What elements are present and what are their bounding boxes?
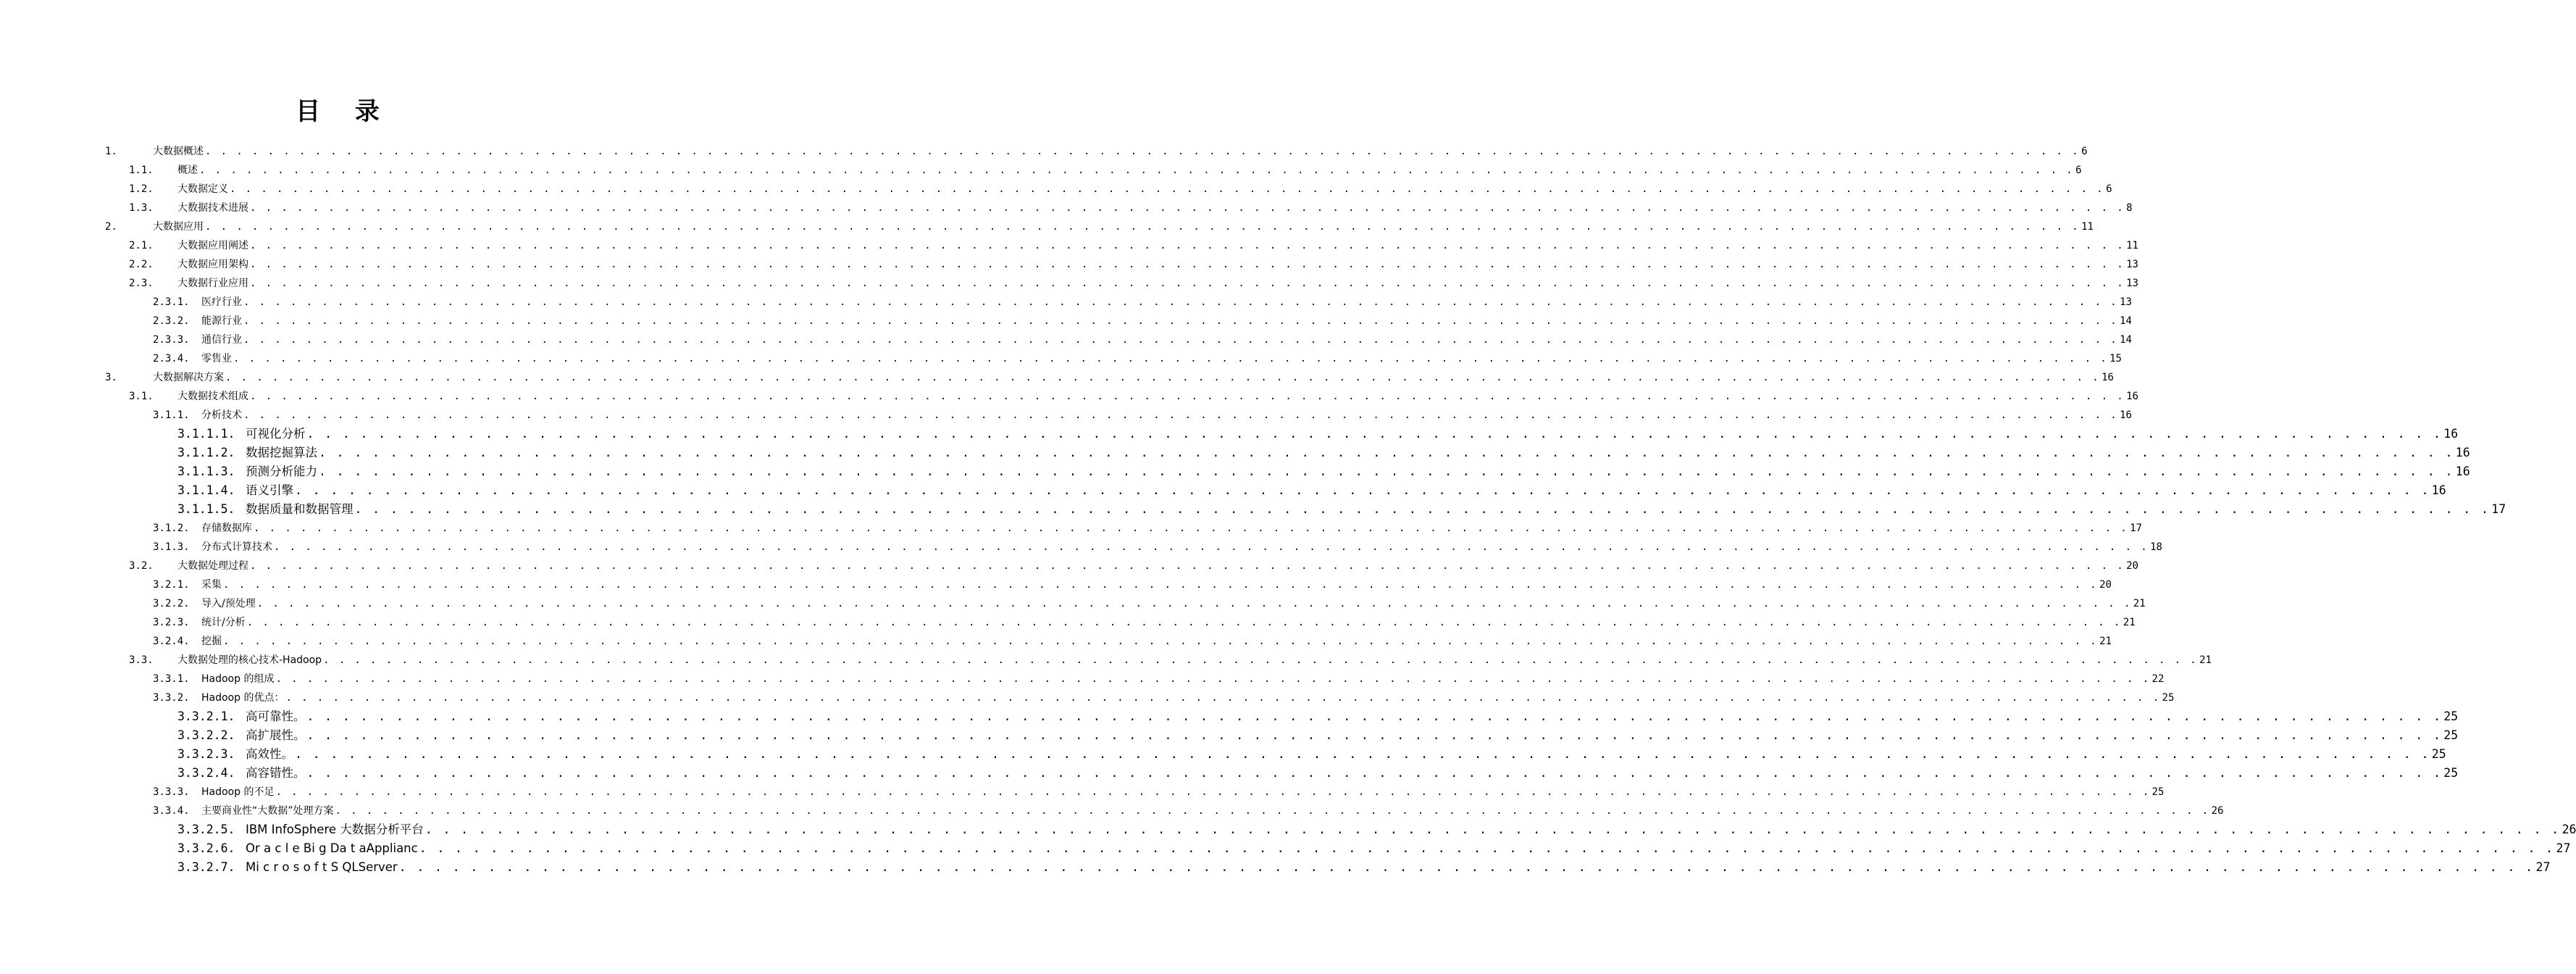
toc-dot-leader: . . . . . . . . . . . . . . . . . . . . . . . . . . . . . . . . . . . . . . . . . . . . . . . . . . . . . . . . . . . . . . . . . . . . . . . . . . . . . . . . . . . . . . . . . . . . . . . . . . . . . . . . . . . . . . . . . . . . . . . .	[398, 860, 2535, 874]
toc-dot-leader: . . . . . . . . . . . . . . . . . . . . . . . . . . . . . . . . . . . . . . . . . . . . . . . . . . . . . . . . . . . . . . . . . . . . . . . . . . . . . . . . . . . . . . . . . . . . . . . . . . . . . . . . . . . . . . . . . . . . . . . .	[199, 165, 2075, 176]
toc-dot-leader: . . . . . . . . . . . . . . . . . . . . . . . . . . . . . . . . . . . . . . . . . . . . . . . . . . . . . . . . . . . . . . . . . . . . . . . . . . . . . . . . . . . . . . . . . . . . . . . . . . . . . . . . . . . . . . . . . . . . . . . .	[243, 334, 2119, 346]
toc-entry[interactable]	[129, 163, 2082, 178]
toc-entry[interactable]	[177, 728, 2459, 743]
toc-entry[interactable]	[105, 144, 2088, 159]
toc-entry-number: 3.3.4.	[153, 805, 190, 817]
toc-entry-page: 17	[2491, 502, 2506, 516]
toc-dot-leader: . . . . . . . . . . . . . . . . . . . . . . . . . . . . . . . . . . . . . . . . . . . . . . . . . . . . . . . . . . . . . . . . . . . . . . . . . . . . . . . . . . . . . . . . . . . . . . . . . . . . . . . . . . . . . . . . . . . . . . . .	[319, 446, 2454, 459]
toc-entry-number: 3.1.3.	[153, 541, 190, 553]
toc-entry-number: 3.3.2.5.	[177, 823, 235, 836]
toc-dot-leader: . . . . . . . . . . . . . . . . . . . . . . . . . . . . . . . . . . . . . . . . . . . . . . . . . . . . . . . . . . . . . . . . . . . . . . . . . . . . . . . . . . . . . . . . . . . . . . . . . . . . . . . . . . . . . . . . . . . . . . . .	[250, 278, 2125, 289]
toc-entry[interactable]	[153, 295, 2132, 309]
toc-dot-leader: . . . . . . . . . . . . . . . . . . . . . . . . . . . . . . . . . . . . . . . . . . . . . . . . . . . . . . . . . . . . . . . . . . . . . . . . . . . . . . . . . . . . . . . . . . . . . . . . . . . . . . . . . . . . . . . . . . . . . . . .	[223, 636, 2099, 647]
toc-dot-leader: . . . . . . . . . . . . . . . . . . . . . . . . . . . . . . . . . . . . . . . . . . . . . . . . . . . . . . . . . . . . . . . . . . . . . . . . . . . . . . . . . . . . . . . . . . . . . . . . . . . . . . . . . . . . . . . . . . . . . . . .	[243, 315, 2119, 327]
toc-entry-page: 27	[2556, 841, 2571, 855]
toc-entry-number: 2.3.3.	[153, 334, 190, 346]
toc-entry-number: 1.2.	[129, 183, 154, 195]
toc-entry-number: 1.	[105, 146, 117, 157]
toc-entry-title: 语义引擎	[246, 483, 293, 497]
toc-entry-number: 3.3.2.4.	[177, 766, 235, 780]
toc-entry-number: 3.3.2.2.	[177, 728, 235, 742]
toc-entry-title: 大数据应用阐述	[177, 240, 248, 251]
toc-entry-number: 3.2.2.	[153, 598, 190, 609]
toc-entry-page: 6	[2081, 146, 2088, 157]
toc-entry-page: 25	[2443, 709, 2459, 723]
toc-entry-title: 挖掘	[201, 636, 222, 647]
toc-entry-page: 17	[2130, 523, 2142, 534]
toc-entry[interactable]	[153, 804, 2224, 818]
toc-entry-number: 2.1.	[129, 240, 154, 251]
toc-dot-leader: . . . . . . . . . . . . . . . . . . . . . . . . . . . . . . . . . . . . . . . . . . . . . . . . . . . . . . . . . . . . . . . . . . . . . . . . . . . . . . . . . . . . . . . . . . . . . . . . . . . . . . . . . . . . . . . . . . . . . . . .	[223, 579, 2099, 591]
toc-entry[interactable]	[153, 521, 2142, 536]
toc-entry-number: 3.1.1.3.	[177, 465, 235, 478]
toc-entry[interactable]	[129, 201, 2133, 215]
toc-entry[interactable]	[177, 446, 2470, 460]
toc-entry-page: 25	[2162, 692, 2175, 704]
toc-entry-title: Mi c r o s o f t S QLServer	[246, 860, 398, 874]
toc-entry-page: 6	[2075, 165, 2082, 176]
toc-entry-page: 13	[2126, 278, 2138, 289]
toc-entry-number: 3.3.2.1.	[177, 709, 235, 723]
toc-entry[interactable]	[177, 483, 2446, 498]
toc-entry-title: 高容错性。	[246, 766, 306, 780]
toc-dot-leader: . . . . . . . . . . . . . . . . . . . . . . . . . . . . . . . . . . . . . . . . . . . . . . . . . . . . . . . . . . . . . . . . . . . . . . . . . . . . . . . . . . . . . . . . . . . . . . . . . . . . . . . . . . . . . . . . . . . . . . . .	[246, 617, 2122, 628]
toc-entry[interactable]	[177, 709, 2459, 724]
toc-entry-page: 21	[2099, 636, 2112, 647]
toc-entry-title: 大数据应用架构	[177, 259, 248, 270]
toc-entry-number: 3.3.2.7.	[177, 860, 235, 874]
toc-entry[interactable]	[153, 578, 2112, 592]
toc-entry[interactable]	[153, 634, 2112, 649]
toc-entry[interactable]	[153, 596, 2146, 611]
toc-entry-title: 通信行业	[201, 334, 242, 346]
toc-entry[interactable]	[177, 766, 2459, 781]
toc-entry-number: 3.1.	[129, 391, 154, 402]
page-title: 目 录	[296, 97, 393, 126]
toc-entry-page: 20	[2099, 579, 2112, 591]
toc-dot-leader: . . . . . . . . . . . . . . . . . . . . . . . . . . . . . . . . . . . . . . . . . . . . . . . . . . . . . . . . . . . . . . . . . . . . . . . . . . . . . . . . . . . . . . . . . . . . . . . . . . . . . . . . . . . . . . . . . . . . . . . .	[319, 465, 2454, 478]
toc-entry[interactable]	[177, 465, 2470, 479]
toc-entry-number: 3.1.1.5.	[177, 502, 235, 516]
toc-entry[interactable]	[129, 389, 2138, 404]
toc-entry[interactable]	[177, 747, 2446, 762]
toc-entry-page: 16	[2455, 465, 2470, 478]
toc-dot-leader: . . . . . . . . . . . . . . . . . . . . . . . . . . . . . . . . . . . . . . . . . . . . . . . . . . . . . . . . . . . . . . . . . . . . . . . . . . . . . . . . . . . . . . . . . . . . . . . . . . . . . . . . . . . . . . . . . . . . . . . .	[285, 692, 2161, 704]
toc-entry-title: Or a c l e Bi g Da t aApplianc	[246, 841, 418, 855]
toc-entry[interactable]	[153, 672, 2165, 686]
toc-dot-leader: . . . . . . . . . . . . . . . . . . . . . . . . . . . . . . . . . . . . . . . . . . . . . . . . . . . . . . . . . . . . . . . . . . . . . . . . . . . . . . . . . . . . . . . . . . . . . . . . . . . . . . . . . . . . . . . . . . . . . . . .	[295, 483, 2430, 497]
toc-entry-page: 22	[2151, 673, 2165, 685]
toc-entry[interactable]	[153, 408, 2132, 423]
toc-entry[interactable]	[129, 653, 2212, 667]
toc-entry-title: 医疗行业	[201, 296, 242, 308]
toc-entry-number: 3.1.2.	[153, 523, 190, 534]
toc-entry[interactable]	[153, 314, 2132, 328]
toc-entry[interactable]	[129, 559, 2138, 573]
toc-dot-leader: . . . . . . . . . . . . . . . . . . . . . . . . . . . . . . . . . . . . . . . . . . . . . . . . . . . . . . . . . . . . . . . . . . . . . . . . . . . . . . . . . . . . . . . . . . . . . . . . . . . . . . . . . . . . . . . . . . . . . . . .	[306, 427, 2443, 441]
toc-entry[interactable]	[129, 276, 2138, 291]
toc-entry-number: 3.1.1.	[153, 409, 190, 421]
toc-entry-page: 18	[2150, 541, 2162, 553]
toc-entry-page: 25	[2443, 766, 2459, 780]
toc-entry-title: 零售业	[201, 353, 232, 365]
toc-entry[interactable]	[105, 220, 2094, 234]
toc-entry-number: 3.2.4.	[153, 636, 190, 647]
toc-entry-title: 数据质量和数据管理	[246, 502, 354, 516]
toc-entry[interactable]	[177, 841, 2571, 856]
toc-entry-number: 3.3.2.	[153, 692, 190, 704]
toc-entry-page: 26	[2211, 805, 2224, 817]
toc-dot-leader: . . . . . . . . . . . . . . . . . . . . . . . . . . . . . . . . . . . . . . . . . . . . . . . . . . . . . . . . . . . . . . . . . . . . . . . . . . . . . . . . . . . . . . . . . . . . . . . . . . . . . . . . . . . . . . . . . . . . . . . .	[250, 240, 2125, 251]
toc-entry-title: 分布式计算技术	[201, 541, 272, 553]
toc-dot-leader: . . . . . . . . . . . . . . . . . . . . . . . . . . . . . . . . . . . . . . . . . . . . . . . . . . . . . . . . . . . . . . . . . . . . . . . . . . . . . . . . . . . . . . . . . . . . . . . . . . . . . . . . . . . . . . . . . . . . . . . .	[306, 766, 2443, 780]
toc-dot-leader: . . . . . . . . . . . . . . . . . . . . . . . . . . . . . . . . . . . . . . . . . . . . . . . . . . . . . . . . . . . . . . . . . . . . . . . . . . . . . . . . . . . . . . . . . . . . . . . . . . . . . . . . . . . . . . . . . . . . . . . .	[250, 391, 2125, 402]
toc-entry-title: 大数据处理的核心技术-Hadoop	[177, 654, 322, 666]
toc-entry-number: 2.3.1.	[153, 296, 190, 308]
toc-dot-leader: . . . . . . . . . . . . . . . . . . . . . . . . . . . . . . . . . . . . . . . . . . . . . . . . . . . . . . . . . . . . . . . . . . . . . . . . . . . . . . . . . . . . . . . . . . . . . . . . . . . . . . . . . . . . . . . . . . . . . . . .	[205, 146, 2081, 157]
toc-entry[interactable]	[177, 427, 2459, 441]
toc-entry[interactable]	[177, 502, 2506, 517]
toc-entry-page: 25	[2443, 728, 2459, 742]
toc-entry-title: 分析技术	[201, 409, 242, 421]
toc-entry-page: 21	[2133, 598, 2146, 609]
toc-entry[interactable]	[129, 238, 2138, 253]
toc-entry[interactable]	[177, 823, 2576, 837]
toc-entry-title: 大数据定义	[177, 183, 228, 195]
toc-entry-number: 3.1.1.4.	[177, 483, 235, 497]
toc-entry-title: 概述	[177, 165, 198, 176]
toc-entry-number: 2.	[105, 221, 117, 233]
toc-entry-page: 26	[2562, 823, 2576, 836]
toc-dot-leader: . . . . . . . . . . . . . . . . . . . . . . . . . . . . . . . . . . . . . . . . . . . . . . . . . . . . . . . . . . . . . . . . . . . . . . . . . . . . . . . . . . . . . . . . . . . . . . . . . . . . . . . . . . . . . . . . . . . . . . . .	[233, 353, 2109, 365]
toc-entry-page: 13	[2120, 296, 2132, 308]
toc-dot-leader: . . . . . . . . . . . . . . . . . . . . . . . . . . . . . . . . . . . . . . . . . . . . . . . . . . . . . . . . . . . . . . . . . . . . . . . . . . . . . . . . . . . . . . . . . . . . . . . . . . . . . . . . . . . . . . . . . . . . . . . .	[256, 598, 2132, 609]
toc-entry-number: 1.1.	[129, 165, 154, 176]
toc-entry-page: 25	[2151, 786, 2165, 798]
toc-dot-leader: . . . . . . . . . . . . . . . . . . . . . . . . . . . . . . . . . . . . . . . . . . . . . . . . . . . . . . . . . . . . . . . . . . . . . . . . . . . . . . . . . . . . . . . . . . . . . . . . . . . . . . . . . . . . . . . . . . . . . . . .	[275, 673, 2151, 685]
toc-dot-leader: . . . . . . . . . . . . . . . . . . . . . . . . . . . . . . . . . . . . . . . . . . . . . . . . . . . . . . . . . . . . . . . . . . . . . . . . . . . . . . . . . . . . . . . . . . . . . . . . . . . . . . . . . . . . . . . . . . . . . . . .	[295, 747, 2430, 761]
toc-entry-title: 高可靠性。	[246, 709, 306, 723]
toc-entry-title: 大数据应用	[153, 221, 204, 233]
toc-entry[interactable]	[153, 351, 2122, 366]
toc-entry-page: 14	[2120, 315, 2132, 327]
toc-entry-number: 2.3.4.	[153, 353, 190, 365]
toc-entry-number: 3.1.1.2.	[177, 446, 235, 459]
toc-entry-number: 2.3.	[129, 278, 154, 289]
toc-entry[interactable]	[153, 333, 2132, 347]
toc-entry-page: 21	[2123, 617, 2136, 628]
toc-dot-leader: . . . . . . . . . . . . . . . . . . . . . . . . . . . . . . . . . . . . . . . . . . . . . . . . . . . . . . . . . . . . . . . . . . . . . . . . . . . . . . . . . . . . . . . . . . . . . . . . . . . . . . . . . . . . . . . . . . . . . . . .	[425, 823, 2561, 836]
toc-entry-page: 25	[2431, 747, 2446, 761]
toc-entry[interactable]	[177, 860, 2551, 875]
toc-dot-leader: . . . . . . . . . . . . . . . . . . . . . . . . . . . . . . . . . . . . . . . . . . . . . . . . . . . . . . . . . . . . . . . . . . . . . . . . . . . . . . . . . . . . . . . . . . . . . . . . . . . . . . . . . . . . . . . . . . . . . . . .	[306, 709, 2443, 723]
toc-entry-page: 16	[2126, 391, 2138, 402]
toc-entry-title: 可视化分析	[246, 427, 306, 441]
toc-entry[interactable]	[129, 257, 2138, 272]
toc-dot-leader: . . . . . . . . . . . . . . . . . . . . . . . . . . . . . . . . . . . . . . . . . . . . . . . . . . . . . . . . . . . . . . . . . . . . . . . . . . . . . . . . . . . . . . . . . . . . . . . . . . . . . . . . . . . . . . . . . . . . . . . .	[323, 654, 2199, 666]
toc-dot-leader: . . . . . . . . . . . . . . . . . . . . . . . . . . . . . . . . . . . . . . . . . . . . . . . . . . . . . . . . . . . . . . . . . . . . . . . . . . . . . . . . . . . . . . . . . . . . . . . . . . . . . . . . . . . . . . . . . . . . . . . .	[243, 409, 2119, 421]
toc-entry-page: 11	[2126, 240, 2138, 251]
toc-entry-title: Hadoop 的组成	[201, 673, 275, 685]
toc-entry-title: 高效性。	[246, 747, 293, 761]
toc-dot-leader: . . . . . . . . . . . . . . . . . . . . . . . . . . . . . . . . . . . . . . . . . . . . . . . . . . . . . . . . . . . . . . . . . . . . . . . . . . . . . . . . . . . . . . . . . . . . . . . . . . . . . . . . . . . . . . . . . . . . . . . .	[354, 502, 2491, 516]
toc-entry[interactable]	[129, 182, 2112, 196]
toc-entry-title: 大数据技术进展	[177, 202, 248, 214]
toc-entry-title: 数据挖掘算法	[246, 446, 317, 459]
toc-entry-page: 21	[2199, 654, 2212, 666]
toc-entry-number: 3.3.2.3.	[177, 747, 235, 761]
toc-entry[interactable]	[105, 370, 2114, 385]
toc-entry-number: 3.2.3.	[153, 617, 190, 628]
toc-entry-title: 统计/分析	[201, 617, 246, 628]
toc-entry[interactable]	[153, 540, 2162, 554]
toc-dot-leader: . . . . . . . . . . . . . . . . . . . . . . . . . . . . . . . . . . . . . . . . . . . . . . . . . . . . . . . . . . . . . . . . . . . . . . . . . . . . . . . . . . . . . . . . . . . . . . . . . . . . . . . . . . . . . . . . . . . . . . . .	[230, 183, 2105, 195]
toc-dot-leader: . . . . . . . . . . . . . . . . . . . . . . . . . . . . . . . . . . . . . . . . . . . . . . . . . . . . . . . . . . . . . . . . . . . . . . . . . . . . . . . . . . . . . . . . . . . . . . . . . . . . . . . . . . . . . . . . . . . . . . . .	[225, 372, 2101, 383]
toc-entry-page: 16	[2120, 409, 2132, 421]
toc-entry-page: 16	[2455, 446, 2470, 459]
toc-dot-leader: . . . . . . . . . . . . . . . . . . . . . . . . . . . . . . . . . . . . . . . . . . . . . . . . . . . . . . . . . . . . . . . . . . . . . . . . . . . . . . . . . . . . . . . . . . . . . . . . . . . . . . . . . . . . . . . . . . . . . . . .	[250, 202, 2125, 214]
toc-entry-title: IBM InfoSphere 大数据分析平台	[246, 823, 424, 836]
toc-dot-leader: . . . . . . . . . . . . . . . . . . . . . . . . . . . . . . . . . . . . . . . . . . . . . . . . . . . . . . . . . . . . . . . . . . . . . . . . . . . . . . . . . . . . . . . . . . . . . . . . . . . . . . . . . . . . . . . . . . . . . . . .	[250, 560, 2125, 572]
toc-entry-title: 大数据处理过程	[177, 560, 248, 572]
toc-dot-leader: . . . . . . . . . . . . . . . . . . . . . . . . . . . . . . . . . . . . . . . . . . . . . . . . . . . . . . . . . . . . . . . . . . . . . . . . . . . . . . . . . . . . . . . . . . . . . . . . . . . . . . . . . . . . . . . . . . . . . . . .	[306, 728, 2443, 742]
toc-dot-leader: . . . . . . . . . . . . . . . . . . . . . . . . . . . . . . . . . . . . . . . . . . . . . . . . . . . . . . . . . . . . . . . . . . . . . . . . . . . . . . . . . . . . . . . . . . . . . . . . . . . . . . . . . . . . . . . . . . . . . . . .	[243, 296, 2119, 308]
toc-entry-title: 高扩展性。	[246, 728, 306, 742]
toc-entry-page: 14	[2120, 334, 2132, 346]
toc-entry-page: 16	[2443, 427, 2459, 441]
toc-dot-leader: . . . . . . . . . . . . . . . . . . . . . . . . . . . . . . . . . . . . . . . . . . . . . . . . . . . . . . . . . . . . . . . . . . . . . . . . . . . . . . . . . . . . . . . . . . . . . . . . . . . . . . . . . . . . . . . . . . . . . . . .	[275, 786, 2151, 798]
toc-entry-title: 大数据行业应用	[177, 278, 248, 289]
toc-entry-title: 预测分析能力	[246, 465, 317, 478]
toc-entry-title: 主要商业性“大数据”处理方案	[201, 805, 334, 817]
toc-entry-number: 3.	[105, 372, 117, 383]
toc-dot-leader: . . . . . . . . . . . . . . . . . . . . . . . . . . . . . . . . . . . . . . . . . . . . . . . . . . . . . . . . . . . . . . . . . . . . . . . . . . . . . . . . . . . . . . . . . . . . . . . . . . . . . . . . . . . . . . . . . . . . . . . .	[254, 523, 2129, 534]
toc-entry-number: 2.2.	[129, 259, 154, 270]
toc-entry-title: 导入/预处理	[201, 598, 256, 609]
toc-entry-page: 16	[2102, 372, 2114, 383]
toc-entry-number: 1.3.	[129, 202, 154, 214]
toc-entry-page: 13	[2126, 259, 2138, 270]
toc-entry-number: 3.3.2.6.	[177, 841, 235, 855]
toc-entry-page: 11	[2081, 221, 2094, 233]
toc-entry[interactable]	[153, 785, 2165, 799]
toc-entry[interactable]	[153, 691, 2175, 705]
toc-entry-number: 3.1.1.1.	[177, 427, 235, 441]
toc-dot-leader: . . . . . . . . . . . . . . . . . . . . . . . . . . . . . . . . . . . . . . . . . . . . . . . . . . . . . . . . . . . . . . . . . . . . . . . . . . . . . . . . . . . . . . . . . . . . . . . . . . . . . . . . . . . . . . . . . . . . . . . .	[274, 541, 2149, 553]
toc-entry-title: Hadoop 的优点：	[201, 692, 285, 704]
toc-entry-number: 3.3.3.	[153, 786, 190, 798]
toc-entry-page: 20	[2126, 560, 2138, 572]
toc-entry-number: 3.3.	[129, 654, 154, 666]
toc-entry-title: Hadoop 的不足	[201, 786, 275, 798]
toc-entry-number: 3.3.1.	[153, 673, 190, 685]
toc-dot-leader: . . . . . . . . . . . . . . . . . . . . . . . . . . . . . . . . . . . . . . . . . . . . . . . . . . . . . . . . . . . . . . . . . . . . . . . . . . . . . . . . . . . . . . . . . . . . . . . . . . . . . . . . . . . . . . . . . . . . . . . .	[335, 805, 2210, 817]
toc-entry[interactable]	[153, 615, 2136, 630]
toc-entry-number: 2.3.2.	[153, 315, 190, 327]
toc-entry-title: 大数据解决方案	[153, 372, 224, 383]
toc-dot-leader: . . . . . . . . . . . . . . . . . . . . . . . . . . . . . . . . . . . . . . . . . . . . . . . . . . . . . . . . . . . . . . . . . . . . . . . . . . . . . . . . . . . . . . . . . . . . . . . . . . . . . . . . . . . . . . . . . . . . . . . .	[419, 841, 2555, 855]
toc-entry-page: 8	[2126, 202, 2133, 214]
toc-entry-page: 16	[2431, 483, 2446, 497]
toc-entry-title: 存储数据库	[201, 523, 252, 534]
toc-entry-page: 6	[2106, 183, 2112, 195]
toc-entry-page: 15	[2109, 353, 2122, 365]
toc-entry-page: 27	[2535, 860, 2551, 874]
toc-entry-title: 采集	[201, 579, 222, 591]
toc-entry-number: 3.2.1.	[153, 579, 190, 591]
toc-entry-title: 大数据概述	[153, 146, 204, 157]
toc-dot-leader: . . . . . . . . . . . . . . . . . . . . . . . . . . . . . . . . . . . . . . . . . . . . . . . . . . . . . . . . . . . . . . . . . . . . . . . . . . . . . . . . . . . . . . . . . . . . . . . . . . . . . . . . . . . . . . . . . . . . . . . .	[250, 259, 2125, 270]
toc-dot-leader: . . . . . . . . . . . . . . . . . . . . . . . . . . . . . . . . . . . . . . . . . . . . . . . . . . . . . . . . . . . . . . . . . . . . . . . . . . . . . . . . . . . . . . . . . . . . . . . . . . . . . . . . . . . . . . . . . . . . . . . .	[205, 221, 2081, 233]
toc-entry-title: 大数据技术组成	[177, 391, 248, 402]
toc-entry-number: 3.2.	[129, 560, 154, 572]
toc-entry-title: 能源行业	[201, 315, 242, 327]
